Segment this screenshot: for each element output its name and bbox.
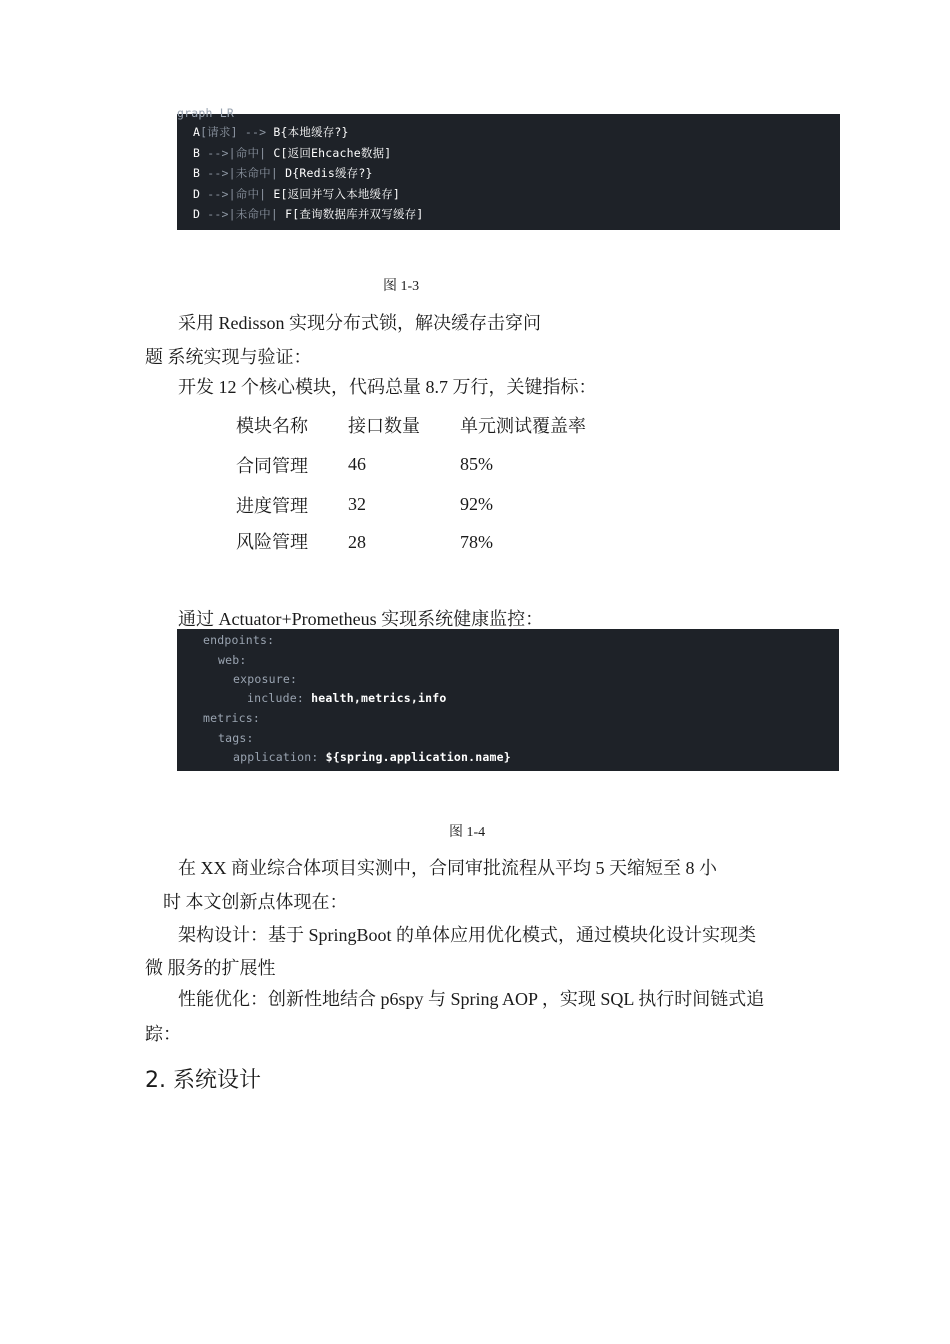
table-cell: 28: [348, 532, 366, 552]
section-heading: 2. 系统设计: [145, 1068, 261, 1093]
table-cell: 32: [348, 494, 366, 514]
table-cell: 92%: [460, 494, 493, 514]
code-line: graph LR: [177, 106, 234, 120]
code-block-graph: [177, 106, 840, 230]
paragraph-line: 在 XX 商业综合体项目实测中，合同审批流程从平均 5 天缩短至 8 小: [178, 858, 717, 878]
paragraph-line: 采用 Redisson 实现分布式锁，解决缓存击穿问: [178, 313, 542, 333]
paragraph-line: 题 系统实现与验证：: [145, 347, 312, 367]
code-line: B -->|命中| C[返回Ehcache数据]: [193, 146, 392, 160]
table-cell: 进度管理: [236, 496, 308, 516]
table-cell: 合同管理: [236, 456, 308, 476]
code-line: B -->|未命中| D{Redis缓存?}: [193, 166, 373, 180]
code-line: D -->|命中| E[返回并写入本地缓存]: [193, 187, 401, 201]
table-header-cell: 单元测试覆盖率: [460, 416, 586, 436]
table-header-cell: 模块名称: [236, 416, 308, 436]
code-line: D -->|未命中| F[查询数据库并双写缓存]: [193, 207, 424, 221]
paragraph-line: 踪：: [145, 1024, 181, 1044]
paragraph-line: 架构设计：基于 SpringBoot 的单体应用优化模式，通过模块化设计实现类: [178, 925, 757, 945]
code-line: web:: [218, 653, 247, 667]
code-line: metrics:: [203, 711, 260, 725]
paragraph-line: 时 本文创新点体现在：: [163, 892, 348, 912]
table-cell: 85%: [460, 454, 493, 474]
code-line: exposure:: [233, 672, 298, 686]
code-line: include: health,metrics,info: [247, 691, 447, 705]
code-line: endpoints:: [203, 633, 275, 647]
paragraph-line: 性能优化：创新性地结合 p6spy 与 Spring AOP ，实现 SQL 执行时间链式追: [178, 989, 765, 1009]
table-cell: 风险管理: [236, 532, 308, 552]
paragraph-line: 通过 Actuator+Prometheus 实现系统健康监控：: [178, 609, 544, 629]
figure-caption: 图 1-4: [449, 825, 486, 840]
paragraph-line: 开发 12 个核心模块，代码总量 8.7 万行，关键指标：: [178, 377, 597, 397]
code-line: application: ${spring.application.name}: [233, 750, 511, 764]
paragraph-line: 微 服务的扩展性: [145, 958, 276, 978]
code-line: A[请求] --> B{本地缓存?}: [193, 125, 349, 139]
table-cell: 78%: [460, 532, 493, 552]
code-block-yaml: [177, 629, 839, 771]
figure-caption: 图 1-3: [383, 279, 420, 294]
code-line: tags:: [218, 731, 254, 745]
table-header-cell: 接口数量: [348, 416, 420, 436]
table-cell: 46: [348, 454, 366, 474]
